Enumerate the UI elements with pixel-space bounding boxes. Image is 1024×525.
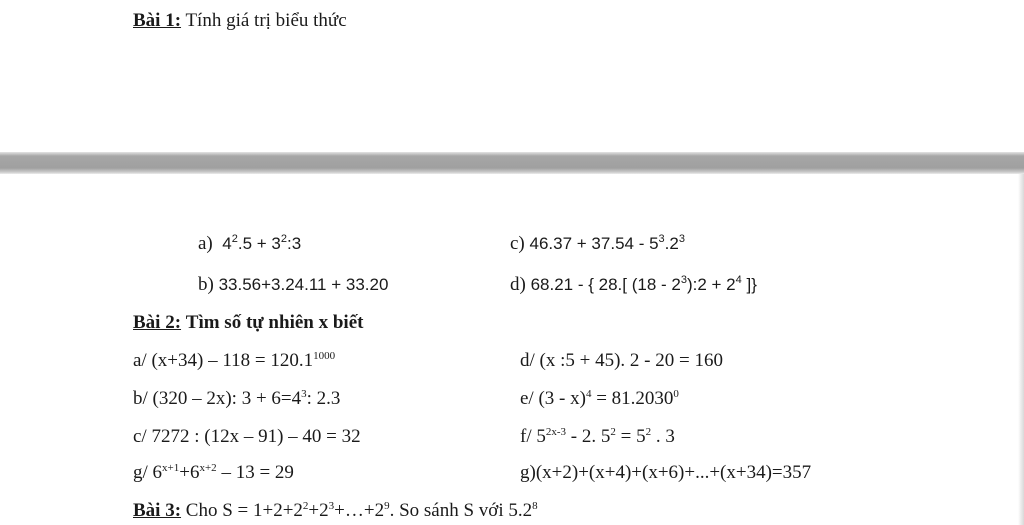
expr-d <box>510 274 757 296</box>
eq-a: a/ $(x+34) - 118 = 120.1^{1000}$ <box>133 350 336 371</box>
page-edge-shade <box>1018 174 1024 525</box>
bai3-label: Bài 3: <box>133 500 182 521</box>
bai2-label: Bài 2: <box>133 312 182 333</box>
expr-b-label: b) <box>198 274 214 295</box>
expr-d-label: d) <box>510 274 526 295</box>
bai2-heading <box>133 312 363 334</box>
expr-d-body: 68.21 - { 28.[ $(18 - 2^3):2 + 2^4$ ]} <box>530 274 757 294</box>
expr-a-label: a) <box>198 233 213 254</box>
expr-a-body: $4^2.5$ + $3^2:3$ <box>222 233 302 253</box>
expr-c-label: c) <box>510 233 525 254</box>
eq-f: f/ $5^{2x-3} - 2$. $5^2 = 5^2$ . 3 <box>520 426 675 447</box>
bai3-line <box>133 500 538 522</box>
eq-e: e/ $(3 - x)^4 = 81.2030^0$ <box>520 388 679 409</box>
eq-g2: g)(x+2)+(x+4)+(x+6)+...+(x+34)=357 <box>520 462 812 483</box>
eq-g: g/ $6^{x+1}+6^{x+2} - 13 = 29$ <box>133 462 294 483</box>
expr-c <box>510 233 685 255</box>
eq-c: c/ 7272 : (12x – 91) – 40 = 32 <box>133 426 361 447</box>
bai3-body: Cho $S = 1+2+2^2+2^3+\dots+2^9$. So sánh S với $5.2^8$ <box>181 500 538 521</box>
bai1-label: Bài 1: <box>133 10 182 31</box>
expr-c-body: $46.37 + 37.54 - 5^3.2^3$ <box>529 233 685 253</box>
eq-b: b/ (320 – 2x): $3 + 6=4^3$: 2.3 <box>133 388 341 409</box>
expr-a <box>198 233 301 255</box>
bai2-title: Tìm số tự nhiên x biết <box>185 312 364 333</box>
expr-b-body: 33.56+3.24.11 + 33.20 <box>218 275 389 294</box>
expr-b <box>198 274 388 296</box>
eq-d: d/ (x :5 + 45). 2 - 20 = 160 <box>520 350 723 371</box>
bai1-title: Tính giá trị biểu thức <box>185 10 347 31</box>
page-divider-band <box>0 152 1024 174</box>
bai1-heading <box>133 10 347 32</box>
